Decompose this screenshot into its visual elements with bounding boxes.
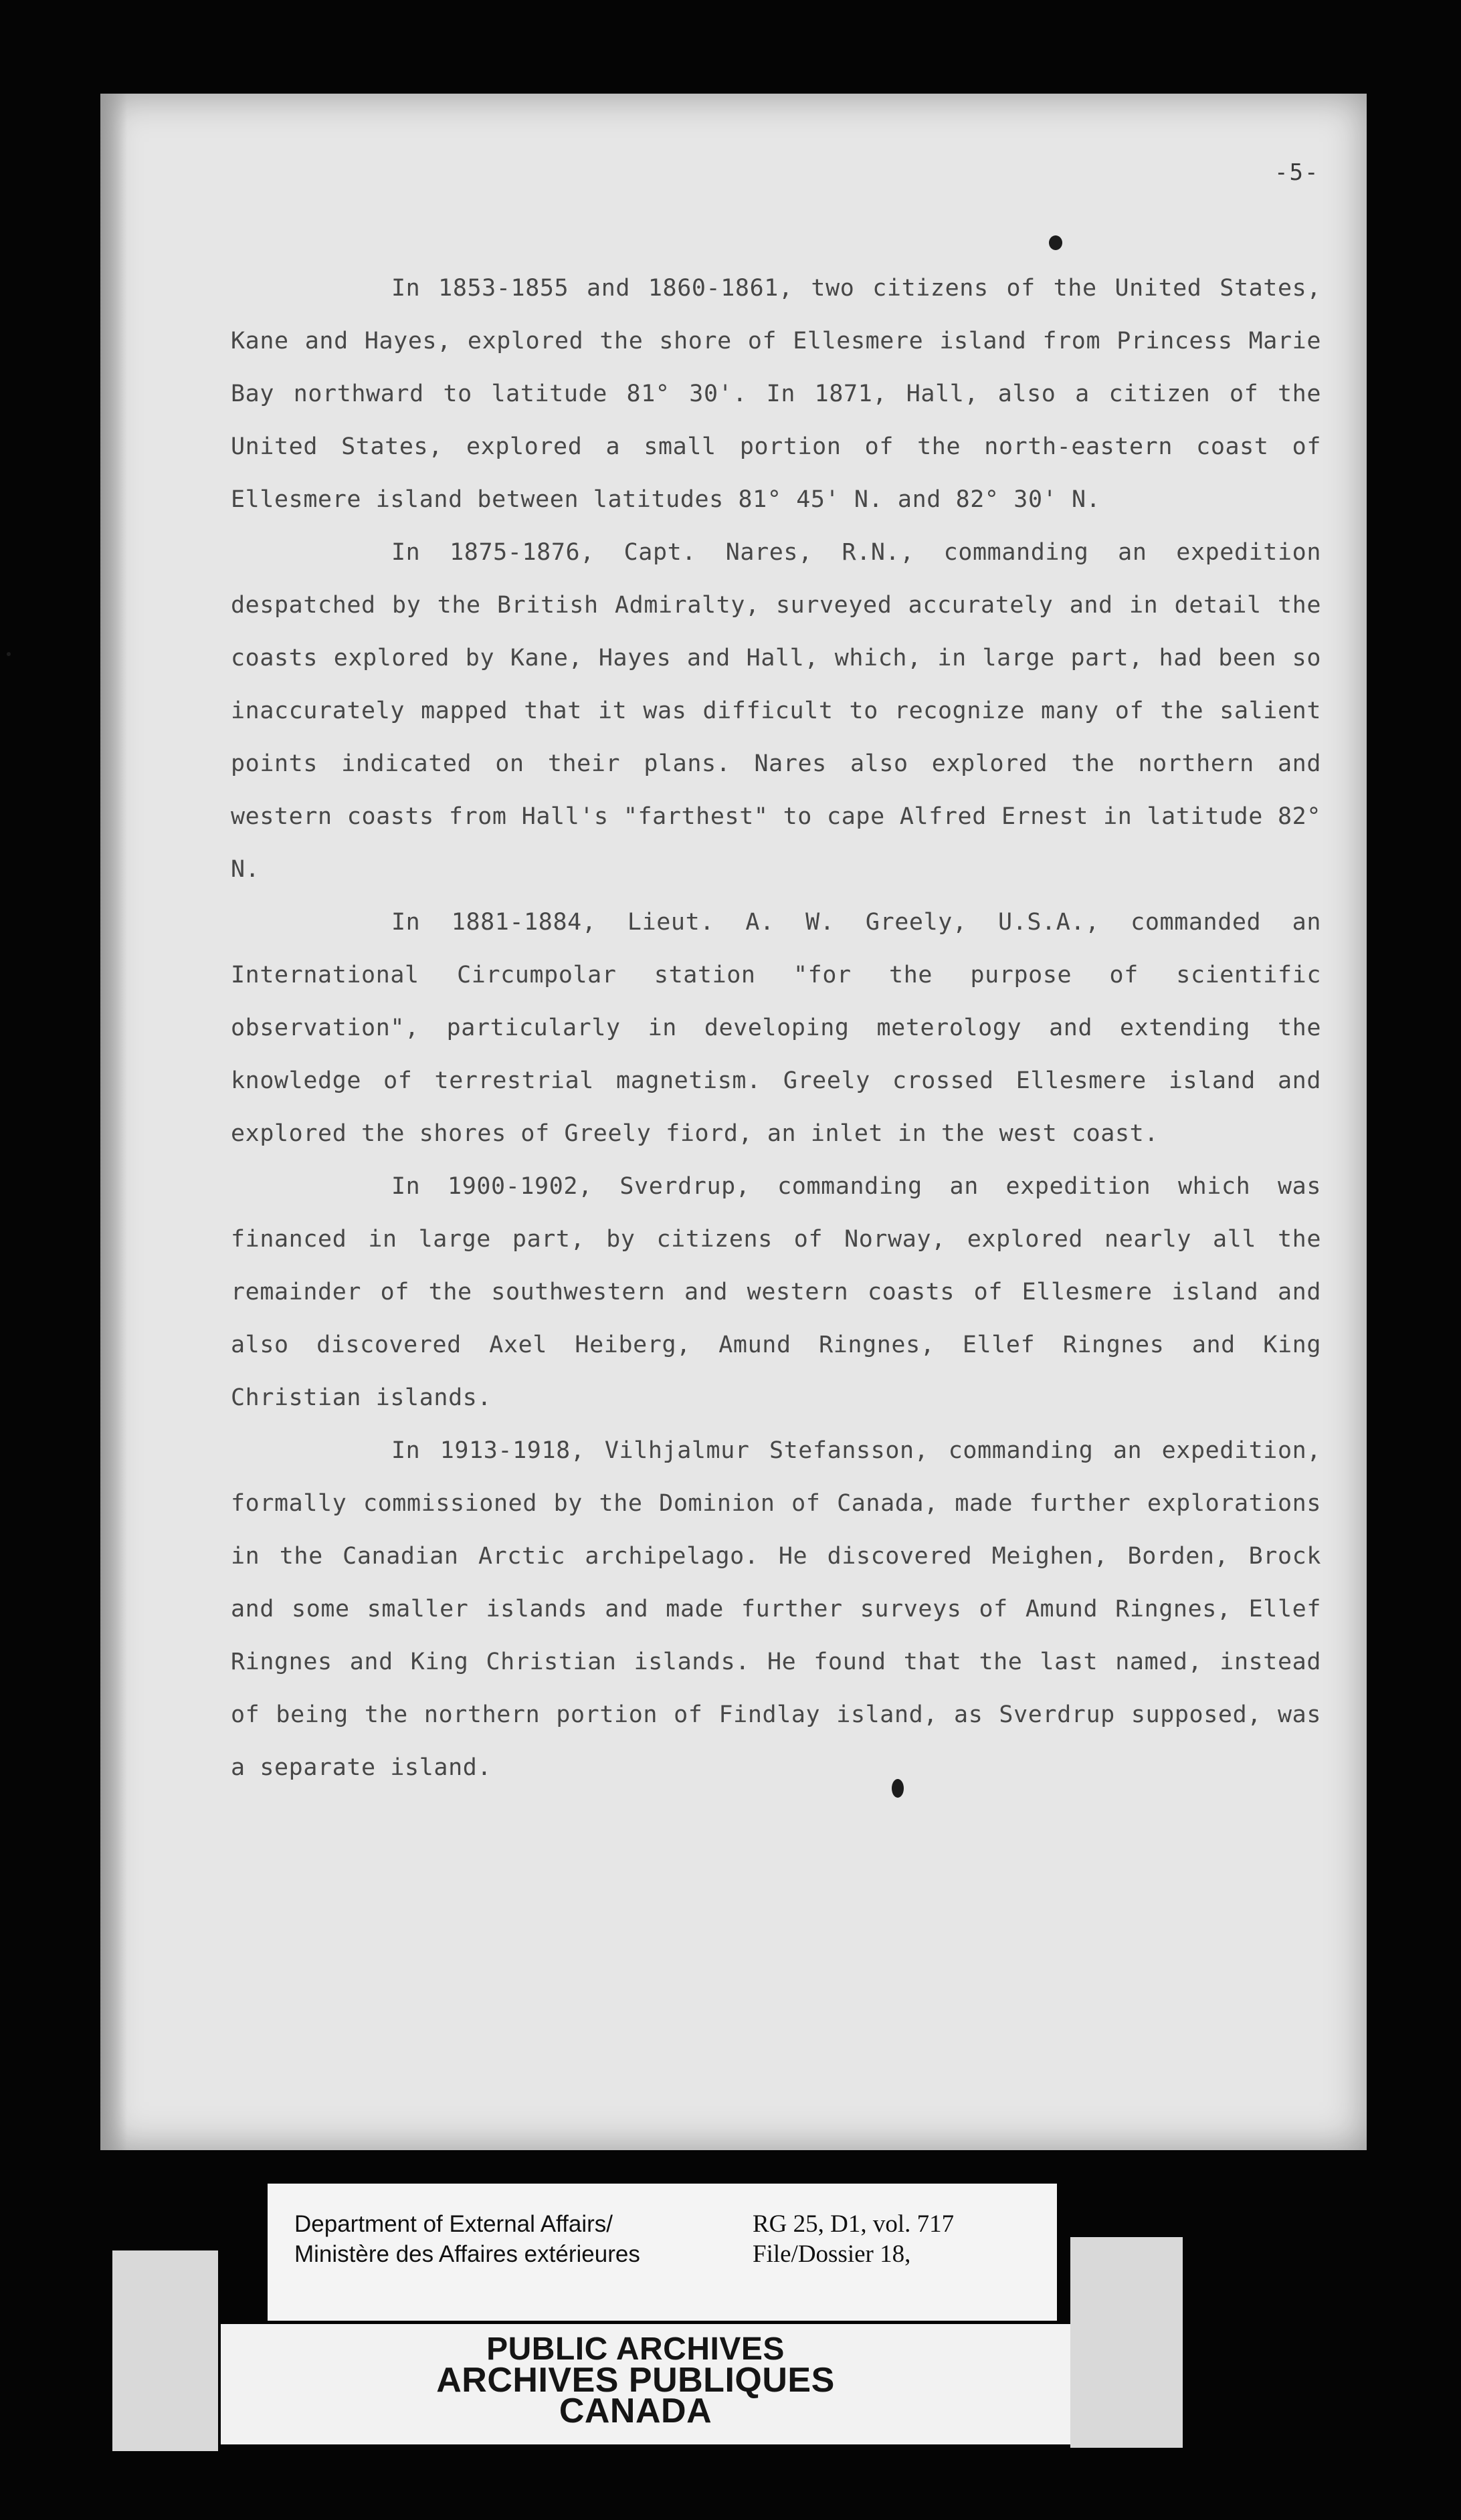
department-french: Ministère des Affaires extérieures bbox=[294, 2241, 640, 2267]
department-label bbox=[294, 2209, 640, 2269]
ink-speck bbox=[7, 652, 11, 656]
paragraph-nares: In 1875-1876, Capt. Nares, R.N., commanding an expedition despatched by the British Admiralty, surveyed accurately and in detail the coasts explored by Kane, Hayes and Hall, which, in large part, had been so inaccurately mapped that it was difficult to recognize many of the salient points indicated on their plans. Nares also explored the northern and western coasts from Hall's "farthest" to cape Alfred Ernest in latitude 82° N. bbox=[231, 539, 1321, 883]
page-edge-shadow bbox=[100, 94, 127, 2150]
public-archives-stamp bbox=[401, 2331, 870, 2430]
record-group-reference: RG 25, D1, vol. 717 bbox=[753, 2210, 955, 2238]
page-number: -5- bbox=[1274, 159, 1320, 186]
ink-speck bbox=[1049, 235, 1062, 250]
paragraph-sverdrup: In 1900-1902, Sverdrup, commanding an expedition which was financed in large part, by citizens of Norway, explored nearly all the remainder of the southwestern and western coasts of Ellesmere island and also discovered Axel Heiberg, Amund Ringnes, Ellef Ringnes and King Christian islands. bbox=[231, 1173, 1321, 1411]
film-tab-right bbox=[1070, 2237, 1183, 2448]
reference-label bbox=[753, 2209, 954, 2269]
file-reference: File/Dossier 18, bbox=[753, 2240, 911, 2268]
stamp-line-country: CANADA bbox=[559, 2392, 712, 2430]
stamp-line-french: ARCHIVES PUBLIQUES bbox=[436, 2361, 835, 2400]
paragraph-kane-hayes-hall: In 1853-1855 and 1860-1861, two citizens of the United States, Kane and Hayes, explored the shore of Ellesmere island from Princess Marie Bay northward to latitude 81° 30'. In 1871, Hall, also a citizen of the United States, explored a small portion of the north-eastern coast of Ellesmere island between latitudes 81° 45' N. and 82° 30' N. bbox=[231, 275, 1321, 513]
ink-speck bbox=[892, 1779, 904, 1798]
archive-label bbox=[268, 2184, 1057, 2321]
paragraph-greely: In 1881-1884, Lieut. A. W. Greely, U.S.A., commanded an International Circumpolar station "for the purpose of scientific observation", particularly in developing meterology and extending the knowledge of terrestrial magnetism. Greely crossed Ellesmere island and explored the shores of Greely fiord, an inlet in the west coast. bbox=[231, 909, 1321, 1147]
typed-body bbox=[231, 262, 1321, 1794]
film-tab-left bbox=[112, 2250, 218, 2451]
stamp-line-english: PUBLIC ARCHIVES bbox=[486, 2331, 785, 2367]
paragraph-stefansson: In 1913-1918, Vilhjalmur Stefansson, commanding an expedition, formally commissioned by the Dominion of Canada, made further explorations in the Canadian Arctic archipelago. He discovered Meighen, Borden, Brock and some smaller islands and made further surveys of Amund Ringnes, Ellef Ringnes and King Christian islands. He found that the last named, instead of being the northern portion of Findlay island, as Sverdrup supposed, was a separate island. bbox=[231, 1437, 1321, 1781]
department-english: Department of External Affairs/ bbox=[294, 2211, 613, 2237]
